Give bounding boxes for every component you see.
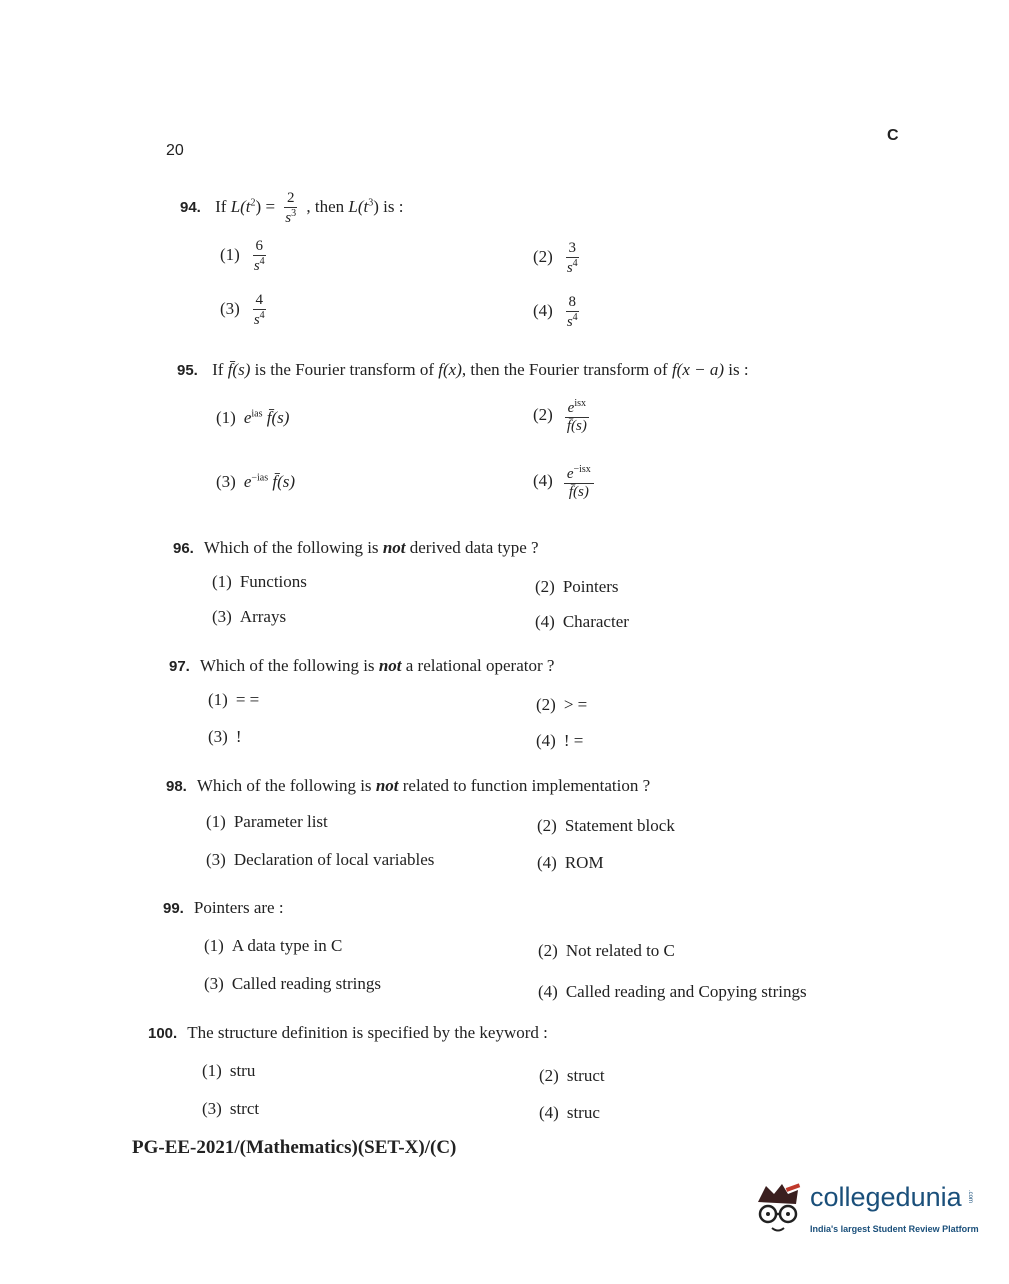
option-99-3: (3) Called reading strings bbox=[204, 974, 382, 993]
option-100-4: (4) struc bbox=[539, 1103, 600, 1122]
collegedunia-logo bbox=[752, 1180, 982, 1242]
option-98-2: (2) Statement block bbox=[537, 816, 675, 835]
option-96-2: (2) Pointers bbox=[535, 577, 619, 596]
question-number: 94. bbox=[180, 198, 201, 216]
logo-com: .com bbox=[967, 1190, 973, 1204]
option-97-1: (1) = = bbox=[208, 690, 260, 709]
option-100-2: (2) struct bbox=[539, 1066, 605, 1085]
fraction: $\frac{2}{s^3}$ bbox=[285, 190, 297, 226]
option-95-1: (1) $e^{ias}$ f̄(s) bbox=[216, 408, 290, 427]
question-100: 100. The structure definition is specified by the keyword : bbox=[148, 1023, 548, 1042]
question-95: 95. If f̄(s) is the Fourier transform of f(x), then the Fourier transform of f(x − a) is : bbox=[177, 360, 749, 379]
question-96: 96. Which of the following is not derived data type ? bbox=[173, 538, 539, 557]
logo-brand: collegedunia bbox=[810, 1182, 962, 1212]
option-94-3: (3) $\frac{4}{s^4}$ bbox=[220, 292, 265, 328]
option-98-4: (4) ROM bbox=[537, 853, 604, 872]
option-98-3: (3) Declaration of local variables bbox=[206, 850, 435, 869]
option-96-4: (4) Character bbox=[535, 612, 629, 631]
option-99-2: (2) Not related to C bbox=[538, 941, 675, 960]
option-97-2: (2) > = bbox=[536, 695, 588, 714]
option-95-2: (2) $\frac{e^{isx}}{f̄(s)}$ bbox=[533, 398, 593, 434]
option-95-3: (3) $e^{-ias}$ f̄(s) bbox=[216, 472, 296, 491]
option-97-4: (4) ! = bbox=[536, 731, 584, 750]
option-100-3: (3) strct bbox=[202, 1099, 260, 1118]
mascot-icon bbox=[752, 1180, 808, 1240]
option-96-1: (1) Functions bbox=[212, 572, 307, 591]
set-letter: C bbox=[887, 127, 899, 144]
option-94-1: (1) $\frac{6}{s^4}$ bbox=[220, 238, 265, 274]
question-94: 94. If $L(t^2)$ = $\frac{2}{s^3}$ , then $L(t^3)$ is : bbox=[180, 190, 404, 226]
question-98: 98. Which of the following is not related to function implementation ? bbox=[166, 776, 651, 795]
footer-code: PG-EE-2021/(Mathematics)(SET-X)/(C) bbox=[132, 1137, 457, 1158]
option-99-4: (4) Called reading and Copying strings bbox=[538, 982, 807, 1001]
option-94-4: (4) $\frac{8}{s^4}$ bbox=[533, 294, 578, 330]
option-97-3: (3) ! bbox=[208, 727, 242, 746]
option-94-2: (2) $\frac{3}{s^4}$ bbox=[533, 240, 578, 276]
option-99-1: (1) A data type in C bbox=[204, 936, 343, 955]
logo-tagline: India's largest Student Review Platform bbox=[810, 1224, 979, 1234]
question-99: 99. Pointers are : bbox=[163, 898, 284, 917]
option-95-4: (4) $\frac{e^{-isx}}{f̄(s)}$ bbox=[533, 464, 597, 500]
option-98-1: (1) Parameter list bbox=[206, 812, 328, 831]
page-number: 20 bbox=[166, 142, 184, 159]
question-97: 97. Which of the following is not a relational operator ? bbox=[169, 656, 555, 675]
option-100-1: (1) stru bbox=[202, 1061, 256, 1080]
option-96-3: (3) Arrays bbox=[212, 607, 287, 626]
